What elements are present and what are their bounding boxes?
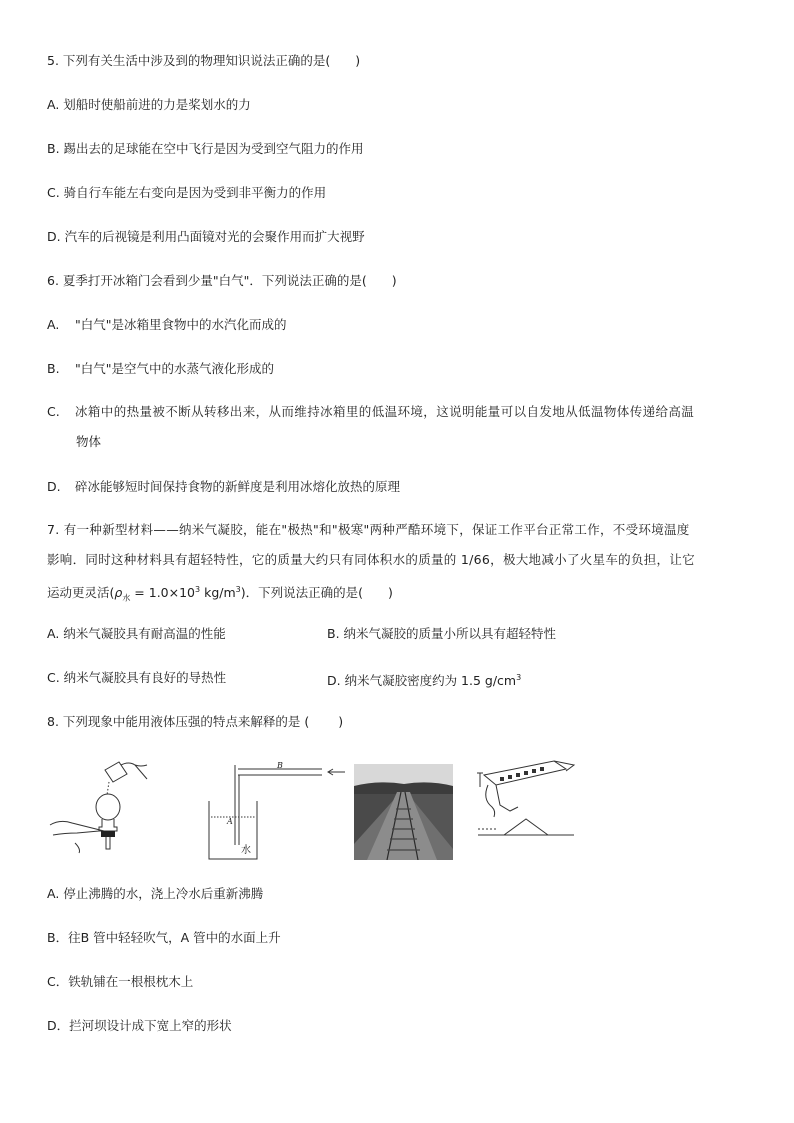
q8-option-c: C．铁轨铺在一根根枕木上 (47, 974, 194, 989)
q5-stem: 5. 下列有关生活中涉及到的物理知识说法正确的是( ) (47, 53, 361, 68)
q7-option-a: A. 纳米气凝胶具有耐高温的性能 (47, 626, 226, 641)
rho-symbol: ρ (114, 585, 123, 601)
q7-line3-mid2: kg/m (200, 585, 236, 601)
exponent-1: 3 (195, 585, 201, 594)
q7-option-b: B. 纳米气凝胶的质量小所以具有超轻特性 (327, 626, 557, 641)
q8-option-a: A. 停止沸腾的水，浇上冷水后重新沸腾 (47, 886, 264, 901)
q5-option-d: D. 汽车的后视镜是利用凸面镜对光的会聚作用而扩大视野 (47, 229, 365, 244)
q6-option-d (47, 478, 400, 496)
q7-stem-line3 (47, 581, 393, 608)
q6-option-b-text: "白气"是空气中的水蒸气液化形成的 (75, 361, 274, 376)
q5-option-b: B. 踢出去的足球能在空中飞行是因为受到空气阻力的作用 (47, 141, 364, 156)
q5-option-c: C. 骑自行车能左右变向是因为受到非平衡力的作用 (47, 185, 327, 200)
figure-tube-blowing (205, 755, 345, 865)
figure-label-a: A (227, 817, 233, 826)
q6-option-d-text: 碎冰能够短时间保持食物的新鲜度是利用冰熔化放热的原理 (75, 479, 401, 494)
figure-label-b: B (277, 761, 283, 770)
q6-option-c-text: 冰箱中的热量被不断从转移出来，从而维持冰箱里的低温环境，这说明能量可以自发地从低温物体传递给高温 (75, 404, 695, 419)
figure-boiling-flask (45, 755, 160, 855)
q7-line3-post: )．下列说法正确的是( ) (240, 585, 393, 601)
q6-option-c-letter: C. (47, 404, 60, 419)
exponent-2: 3 (235, 585, 241, 594)
figure-dam (474, 755, 579, 855)
q7-option-d-exponent: 3 (516, 673, 522, 682)
q8-option-d: D．拦河坝设计成下宽上窄的形状 (47, 1018, 232, 1033)
figure-railway-photo (354, 764, 453, 860)
q7-line3-pre: 运动更灵活( (47, 585, 115, 601)
q6-option-c-continuation: 物体 (76, 434, 102, 449)
q6-option-c (47, 403, 694, 421)
q8-stem: 8. 下列现象中能用液体压强的特点来解释的是 ( ) (47, 714, 344, 729)
q6-option-a-letter: A. (47, 317, 60, 332)
q5-option-a: A. 划船时使船前进的力是桨划水的力 (47, 97, 251, 112)
q7-option-c: C. 纳米气凝胶具有良好的导热性 (47, 670, 227, 685)
q7-stem-line2: 影响．同时这种材料具有超轻特性，它的质量大约只有同体积水的质量的 1/66，极大地减小了火星车的负担，让它 (47, 552, 695, 567)
q6-option-b (47, 360, 274, 378)
rho-subscript: 水 (122, 593, 131, 603)
q6-stem: 6. 夏季打开冰箱门会看到少量"白气"．下列说法正确的是( ) (47, 273, 397, 288)
q6-option-a-text: "白气"是冰箱里食物中的水汽化而成的 (75, 317, 287, 332)
figure-label-water: 水 (241, 845, 251, 856)
q6-option-b-letter: B. (47, 361, 60, 376)
q7-line3-mid: = 1.0×10 (130, 585, 196, 601)
q6-option-d-letter: D. (47, 479, 61, 494)
q8-option-b: B．往B 管中轻轻吹气，A 管中的水面上升 (47, 930, 281, 945)
q7-option-d (327, 669, 521, 690)
q6-option-a (47, 316, 287, 334)
q7-stem-line1: 7. 有一种新型材料——纳米气凝胶，能在"极热"和"极寒"两种严酷环境下，保证工作平台正常工作，不受环境温度 (47, 522, 690, 537)
q7-option-d-text: D. 纳米气凝胶密度约为 1.5 g/cm (327, 673, 517, 689)
